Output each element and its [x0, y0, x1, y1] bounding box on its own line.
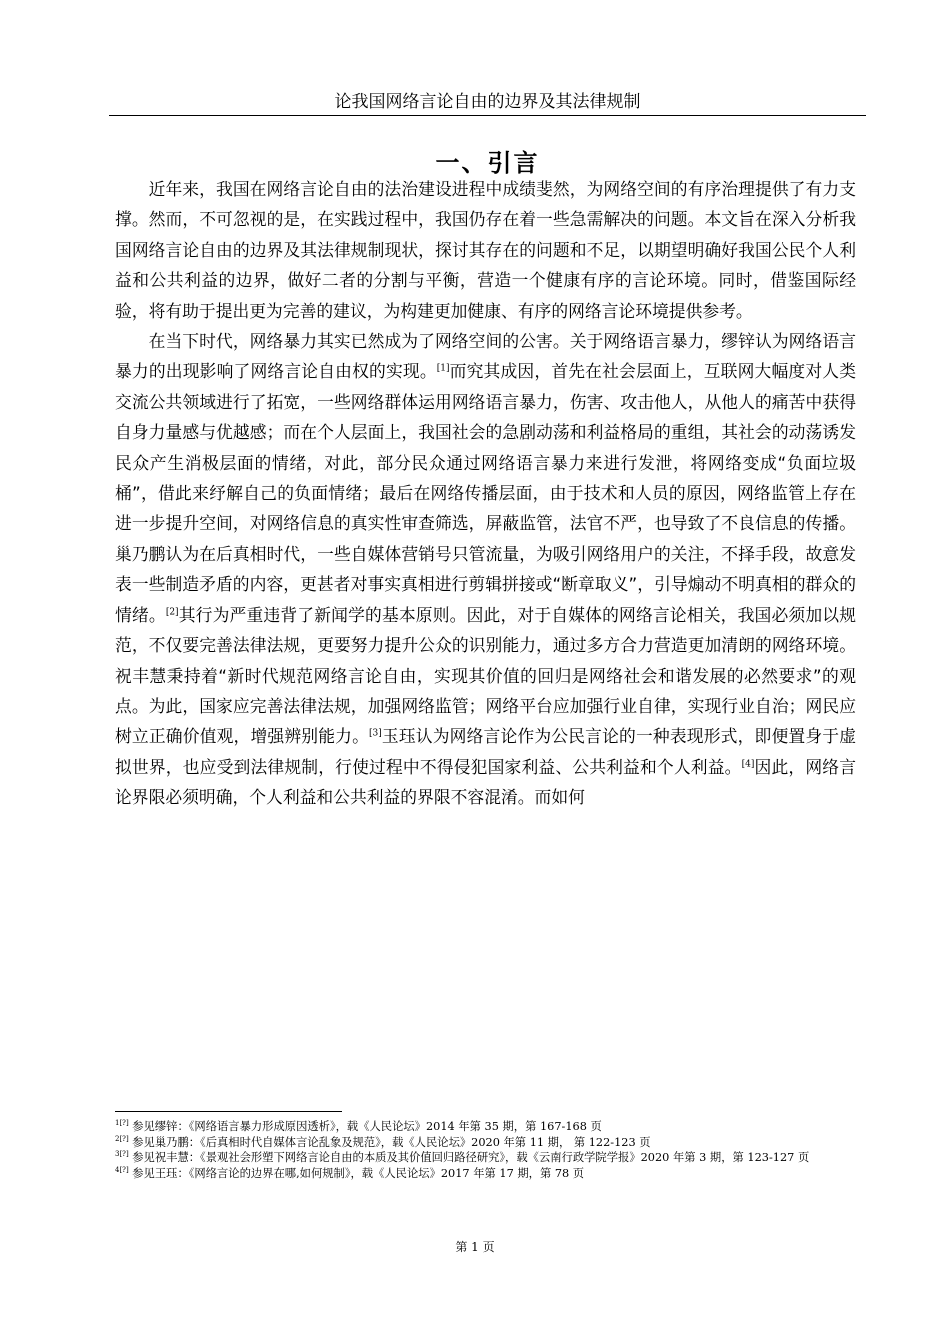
footnote-text: 参见祝丰慧：《景观社会形塑下网络言论自由的本质及其价值回归路径研究》，载《云南行政学院学报》2020 年第 3 期，第 123-127 页 [128, 1151, 810, 1164]
footnote-text: 参见巢乃鹏：《后真相时代自媒体言论乱象及规范》，载《人民论坛》2020 年第 11 期， 第 122-123 页 [128, 1135, 651, 1149]
footnote-text: 参见缪锌：《网络语言暴力形成原因透析》，载《人民论坛》2014 年第 35 期，第 167-168 页 [128, 1120, 602, 1133]
footnote-4 [115, 1166, 856, 1182]
footnote-mark: 3[?] [115, 1150, 129, 1159]
footnote-3 [115, 1150, 856, 1166]
footnote-mark: 1[?] [115, 1119, 129, 1128]
citation-ref-1[interactable]: [1] [436, 363, 450, 374]
paragraph-text: 其行为严重违背了新闻学的基本原则。因此，对于自媒体的网络言论相关，我国必须加以规范，不仅要完善法律法规，更要努力提升公众的识别能力，通过多方合力营造更加清朗的网络环境。祝丰慧秉持着“新时代规范网络言论自由，实现其价值的回归是网络社会和谐发展的必然要求”的观点。为此，国家应完善法律法规，加强网络监管；网络平台应加强行业自律，实现行业自治；网民应树立正确价值观，增强辨别能力。 [115, 604, 856, 747]
footnote-mark: 2[?] [115, 1134, 129, 1143]
paragraph-text: 在当下时代，网络暴力其实已然成为了网络空间的公害。关于网络语言暴力，缪锌认为网络语言暴力的出现影响了网络言论自由权的实现。 [115, 331, 856, 382]
citation-ref-2[interactable]: [2] [165, 607, 179, 618]
footnote-2 [115, 1135, 856, 1151]
page-number: 第 1 页 [455, 1240, 495, 1254]
paragraph-text: 近年来，我国在网络言论自由的法治建设进程中成绩斐然，为网络空间的有序治理提供了有力支撑。然而，不可忽视的是，在实践过程中，我国仍存在着一些急需解决的问题。本文旨在深入分析我国网络言论自由的边界及其法律规制现状，探讨其存在的问题和不足，以期望明确好我国公民个人利益和公共利益的边界，做好二者的分割与平衡，营造一个健康有序的言论环境。同时，借鉴国际经验，将有助于提出更为完善的建议，为构建更加健康、有序的网络言论环境提供参考。 [115, 179, 856, 321]
body-text [115, 174, 856, 813]
section-title: 一、引言 [435, 149, 540, 177]
paragraph-text: 玉珏认为网络言论作为公民言论的一种表现形式，即便置身于虚拟世界，也应受到法律规制，行使过程中不得侵犯国家利益、公共利益和个人利益。 [115, 726, 856, 777]
citation-ref-3[interactable]: [3] [369, 728, 382, 739]
paragraph-text: 因此，网络言论界限必须明确，个人利益和公共利益的界限不容混淆。而如何 [115, 756, 856, 808]
paragraph-1 [115, 174, 856, 326]
footnote-1 [115, 1119, 856, 1135]
footnote-separator [115, 1111, 342, 1112]
citation-ref-4[interactable]: [4] [741, 759, 755, 770]
running-header: 论我国网络言论自由的边界及其法律规制 [109, 92, 866, 116]
footnote-mark: 4[?] [115, 1165, 129, 1174]
footnotes [115, 1119, 856, 1181]
paragraph-text: 而究其成因，首先在社会层面上，互联网大幅度对人类交流公共领域进行了拓宽，一些网络群体运用网络语言暴力，伤害、攻击他人，从他人的痛苦中获得自身力量感与优越感；而在个人层面上，我国社会的急剧动荡和利益格局的重组，其社会的动荡诱发民众产生消极层面的情绪，对此，部分民众通过网络语言暴力来进行发泄，将网络变成“负面垃圾桶”，借此来纾解自己的负面情绪；最后在网络传播层面，由于技术和人员的原因，网络监管上存在进一步提升空间，对网络信息的真实性审查筛选，屏蔽监管，法官不严，也导致了不良信息的传播。巢乃鹏认为在后真相时代，一些自媒体营销号只管流量，为吸引网络用户的关注，不择手段，故意发表一些制造矛盾的内容，更甚者对事实真相进行剪辑拼接或“断章取义”，引导煽动不明真相的群众的情绪。 [115, 361, 856, 625]
footnote-text: 参见王珏：《网络言论的边界在哪,如何规制》，载《人民论坛》2017 年第 17 期，第 78 页 [128, 1166, 585, 1180]
paragraph-2 [115, 326, 856, 813]
